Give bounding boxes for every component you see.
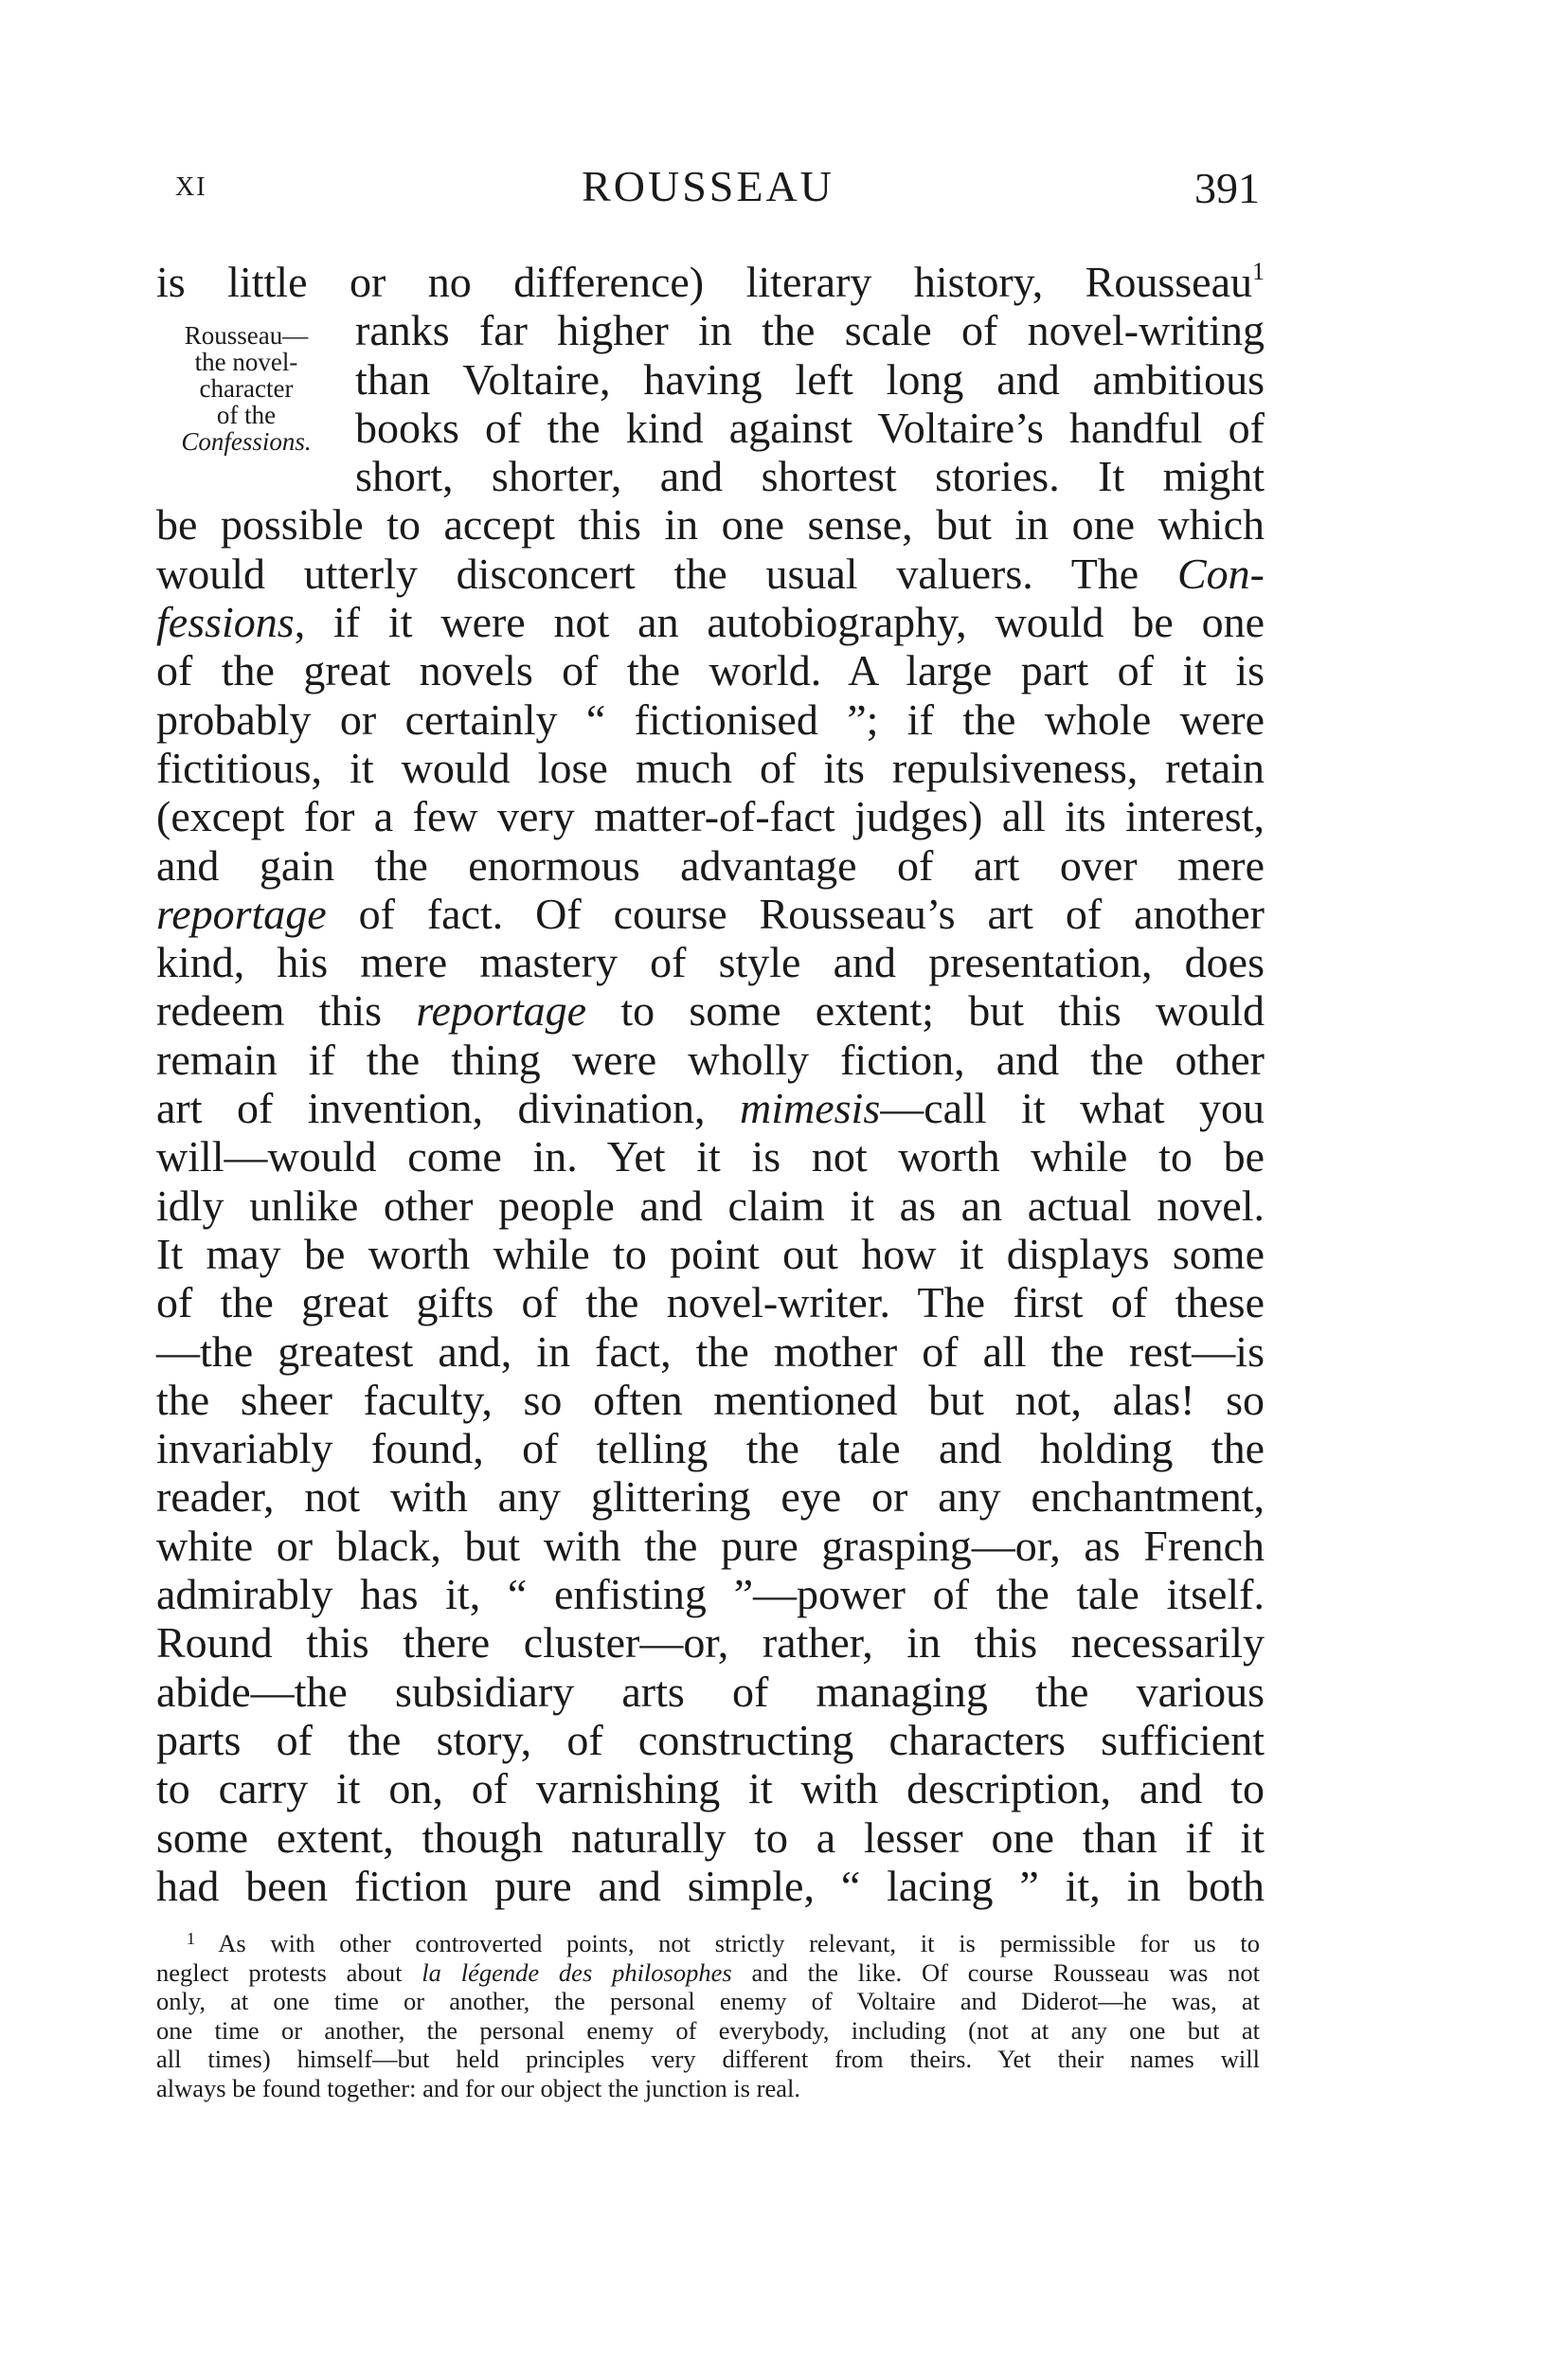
text-line — [156, 890, 1265, 938]
footnote-text: As with other controverted points, not strictly relevant, it is permissible for us to — [218, 1929, 1260, 1957]
text-line: some extent, though naturally to a lesser one than if it — [156, 1812, 1265, 1862]
text-line: remain if the thing were wholly fiction, and the other — [156, 1035, 1265, 1084]
italic-word: mimesis — [740, 1084, 881, 1133]
italic-word: reportage — [416, 986, 587, 1036]
main-text — [156, 258, 1265, 1910]
italic-word: reportage — [156, 889, 327, 938]
text-segment: to some extent; but this would — [586, 986, 1265, 1036]
footnote-line — [156, 1929, 1260, 1958]
footnote-marker: 1 — [187, 1929, 195, 1948]
footnote-text: neglect protests about — [156, 1957, 422, 1987]
sidenote-line: character — [199, 374, 294, 403]
text-segment: of fact. Of course Rousseau’s art of another — [326, 889, 1265, 938]
text-line: be possible to accept this in one sense, but in one which — [156, 500, 1265, 550]
text-line: abide—the subsidiary arts of managing the various — [156, 1667, 1265, 1716]
footnote-line: only, at one time or another, the personal enemy of Voltaire and Diderot—he was, at — [156, 1987, 1260, 2015]
italic-title: Con- — [1177, 549, 1265, 598]
text-line: than Voltaire, having left long and ambitious — [355, 354, 1265, 404]
sidenote-italic: Confessions. — [181, 427, 312, 456]
running-header — [156, 161, 1260, 227]
text-line: fictitious, it would lose much of its repulsiveness, retain — [156, 743, 1265, 792]
text-line: parts of the story, of constructing characters sufficient — [156, 1715, 1265, 1764]
text-segment: would utterly disconcert the usual valuers. The — [156, 549, 1177, 598]
footnote-line: one time or another, the personal enemy of everybody, including (not at any one but at — [156, 2015, 1260, 2045]
text-line: probably or certainly “ fictionised ”; if the whole were — [156, 694, 1265, 744]
text-line: ranks far higher in the scale of novel-writing — [355, 306, 1265, 355]
footnote — [156, 1929, 1260, 2102]
footnote-reference[interactable]: 1 — [1252, 258, 1265, 285]
text-line: of the great novels of the world. A large part of it is — [156, 646, 1265, 695]
sidenote-line: the novel- — [194, 348, 298, 376]
text-segment: art of invention, divination, — [156, 1084, 740, 1133]
text-line: short, shorter, and shortest stories. It might — [355, 452, 1265, 501]
text-line: books of the kind against Voltaire’s handful of — [355, 403, 1265, 452]
text-line: admirably has it, “ enfisting ”—power of the tale itself. — [156, 1570, 1265, 1619]
text-line: had been fiction pure and simple, “ lacing ” it, in both — [156, 1861, 1265, 1910]
text-line — [156, 1084, 1265, 1132]
text-line: to carry it on, of varnishing it with description, and to — [156, 1764, 1265, 1813]
running-title: ROUSSEAU — [582, 162, 834, 210]
text-segment: , if it were not an autobiography, would be one — [294, 598, 1265, 647]
text-line — [156, 550, 1265, 598]
text-line — [156, 986, 1265, 1035]
text-line: invariably found, of telling the tale and holding the — [156, 1424, 1265, 1473]
text-line: (except for a few very matter-of-fact judges) all its interest, — [156, 792, 1265, 841]
text-line: of the great gifts of the novel-writer. The first of these — [156, 1278, 1265, 1327]
text-segment: is little or no difference) literary history, Rousseau — [156, 258, 1252, 306]
text-line: white or black, but with the pure grasping—or, as French — [156, 1521, 1265, 1570]
text-line: reader, not with any glittering eye or any enchantment, — [156, 1472, 1265, 1522]
text-line: It may be worth while to point out how it displays some — [156, 1229, 1265, 1278]
footnote-line — [156, 1958, 1260, 1988]
text-segment: —call it what you — [880, 1084, 1265, 1133]
footnote-line: always be found together: and for our object the junction is real. — [156, 2073, 800, 2102]
text-line — [156, 258, 1265, 306]
text-line: Round this there cluster—or, rather, in this necessarily — [156, 1618, 1265, 1668]
text-line: idly unlike other people and claim it as an actual novel. — [156, 1181, 1265, 1230]
text-line: —the greatest and, in fact, the mother of all the rest—is — [156, 1326, 1265, 1376]
text-line — [156, 598, 1265, 646]
text-line: the sheer faculty, so often mentioned but not, alas! so — [156, 1375, 1265, 1424]
text-segment: redeem this — [156, 986, 417, 1036]
text-line: and gain the enormous advantage of art over mere — [156, 840, 1265, 890]
footnote-text: and the like. Of course Rousseau was not — [731, 1957, 1260, 1987]
text-line: will—would come in. Yet it is not worth while to be — [156, 1132, 1265, 1181]
page-number: 391 — [1194, 164, 1260, 212]
chapter-number: XI — [175, 172, 207, 202]
italic-title: fessions — [156, 598, 295, 647]
footnote-italic: la légende des philosophes — [422, 1957, 732, 1987]
sidenote-line: Rousseau— — [184, 321, 309, 350]
sidenote-line: of the — [216, 401, 277, 429]
text-line: kind, his mere mastery of style and presentation, does — [156, 938, 1265, 987]
footnote-line: all times) himself—but held principles very different from theirs. Yet their names will — [156, 2045, 1260, 2073]
